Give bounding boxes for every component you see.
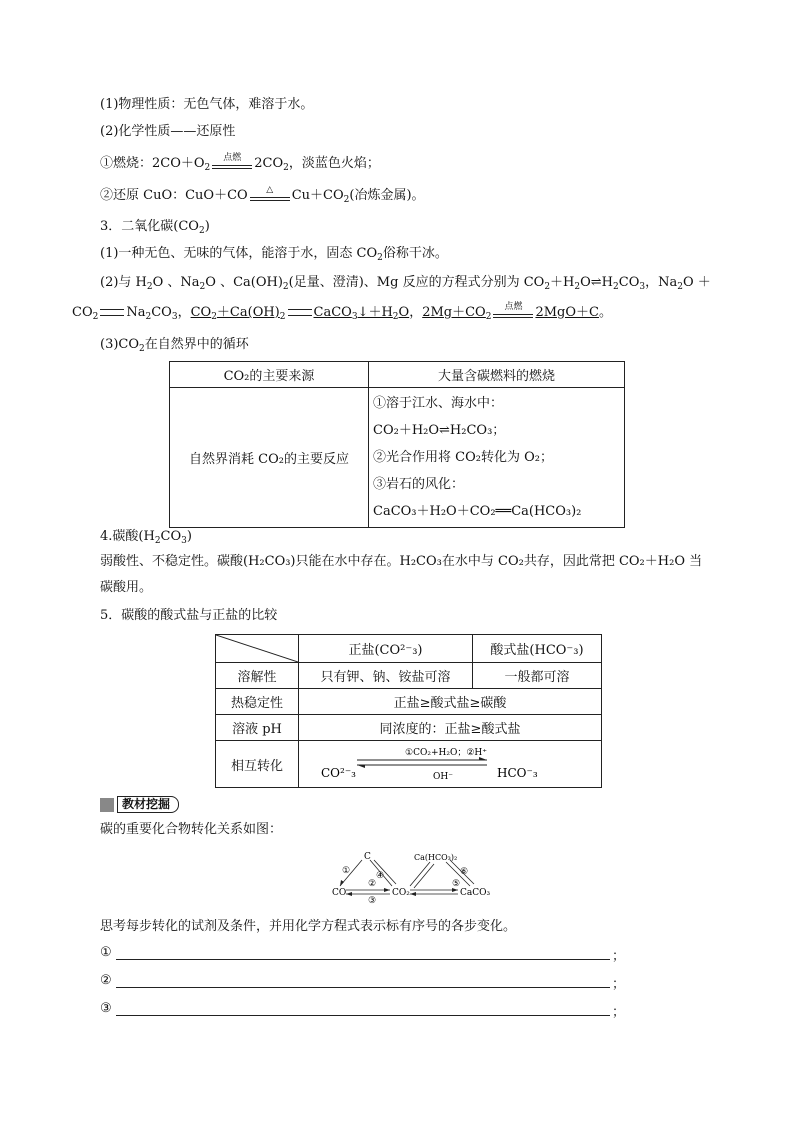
consumption-line: ③岩石的风化： (373, 477, 465, 492)
ph-value: 同浓度的：正盐≥酸式盐 (299, 715, 602, 741)
normal-salt-header: 正盐(CO²⁻₃) (299, 635, 473, 663)
co-combustion: ①燃烧：$2CO+O_2$ 点燃 $2CO_2$，淡蓝色火焰； (100, 152, 380, 173)
carbonic-acid-desc-2: 碳酸用。 (100, 580, 153, 595)
reverse-condition: OH⁻ (433, 772, 453, 782)
co2-physical-property: (1)一种无色、无味的气体，能溶于水，固态 $CO_2$俗称干冰。 (100, 246, 448, 263)
answer-line-1: ① (100, 945, 112, 960)
answer-blank-3[interactable] (116, 1001, 610, 1016)
condition-equals-sign: 点燃 (212, 156, 252, 172)
node-co: CO (332, 888, 347, 898)
step-2: ② (368, 879, 377, 889)
consumption-line: CO₂＋H₂O⇌H₂CO₃； (373, 423, 506, 438)
step-3: ③ (368, 896, 377, 904)
diagonal-line (216, 635, 298, 662)
section-carbonic-acid-title: 4.碳酸$(H_2CO_3)$ (100, 529, 192, 546)
row-label: 热稳定性 (216, 689, 299, 715)
co2-source-value: 大量含碳燃料的燃烧 (369, 362, 625, 388)
bicarbonate-label: HCO⁻₃ (497, 766, 538, 780)
diagonal-header-cell (216, 635, 299, 663)
co2-cycle-heading: $(3)CO_2$在自然界中的循环 (100, 337, 249, 354)
normal-salt-solubility: 只有钾、钠、铵盐可溶 (299, 663, 473, 689)
answer-end-2: ； (612, 977, 626, 992)
section-salt-comparison-title: 5．碳酸的酸式盐与正盐的比较 (100, 608, 278, 623)
node-co2: CO₂ (392, 888, 410, 898)
tag-label: 教材挖掘 (117, 796, 179, 813)
carbonate-label: CO²⁻₃ (321, 766, 356, 780)
interconversion-diagram (317, 743, 597, 785)
node-cahco3: Ca(HCO₃)₂ (414, 853, 458, 862)
answer-line-2: ② (100, 973, 112, 988)
answer-line-3: ③ (100, 1001, 112, 1016)
thermal-stability-value: 正盐≥酸式盐≥碳酸 (299, 689, 602, 715)
think-instruction: 思考每步转化的试剂及条件，并用化学方程式表示标有序号的各步变化。 (100, 919, 517, 934)
acid-salt-header: 酸式盐(HCO⁻₃) (473, 635, 602, 663)
consumption-line: ②光合作用将 CO₂转化为 O₂； (373, 450, 553, 465)
step-6: ⑥ (460, 867, 469, 877)
co2-reactions-line1: (2)与 $H_2O$ 、$Na_2O$ 、$Ca(OH)_2$(足量、澄清)、Mg 反应的方程式分别为 $CO_2+H_2O\rightleftharpoons H_2CO_3$，$Na_2O$ ＋ (100, 275, 711, 292)
node-c: C (364, 852, 371, 862)
row-label: 溶解性 (216, 663, 299, 689)
acid-salt-solubility: 一般都可溶 (473, 663, 602, 689)
step-5: ⑤ (452, 879, 461, 889)
co2-consumption-reactions (369, 388, 625, 528)
textbook-mining-tag (100, 796, 179, 813)
answer-end-1: ； (612, 949, 626, 964)
condition-equals-sign: △ (250, 188, 290, 204)
step-1: ① (342, 866, 351, 876)
co2-source-label: CO₂的主要来源 (170, 362, 369, 388)
carbonic-acid-desc-1: 弱酸性、不稳定性。碳酸(H₂CO₃)只能在水中存在。H₂CO₃在水中与 CO₂共存，因此常把 CO₂＋H₂O 当 (100, 554, 703, 569)
answer-blank-1[interactable] (116, 945, 610, 960)
forward-condition: ①CO₂+H₂O；②H⁺ (405, 748, 487, 758)
answer-end-3: ； (612, 1005, 626, 1020)
co-reduce-cuo: ②还原 CuO：CuO＋CO △ $Cu+CO_2$(冶炼金属)。 (100, 184, 425, 205)
co-physical-property: (1)物理性质：无色气体，难溶于水。 (100, 97, 314, 112)
consumption-line: ①溶于江水、海水中： (373, 396, 504, 411)
node-caco3: CaCO₃ (460, 888, 491, 898)
row-label: 溶液 pH (216, 715, 299, 741)
step-4: ④ (376, 871, 385, 881)
co-chemical-property: (2)化学性质——还原性 (100, 124, 236, 139)
answer-blank-2[interactable] (116, 973, 610, 988)
co2-consumption-label: 自然界消耗 CO₂的主要反应 (170, 388, 369, 528)
salt-comparison-table (215, 634, 602, 788)
interconversion-cell (299, 741, 602, 788)
condition-equals-sign: 点燃 (493, 305, 533, 321)
carbon-conversion-diagram (326, 848, 496, 904)
row-label: 相互转化 (216, 741, 299, 788)
co2-cycle-table (169, 361, 625, 528)
consumption-line: CaCO₃＋H₂O＋CO₂══Ca(HCO₃)₂ (373, 504, 582, 519)
co2-reactions-line2: $CO_2$ $Na_2CO_3$，$CO_2+Ca(OH)_2$ $CaCO_3↓+H_2O$，$2Mg+CO_2$ 点燃 2MgO＋C。 (72, 301, 612, 322)
mining-intro: 碳的重要化合物转化关系如图： (100, 822, 283, 837)
section-co2-title: 3．二氧化碳$(CO_2)$ (100, 219, 210, 236)
tag-square-icon (100, 798, 114, 812)
